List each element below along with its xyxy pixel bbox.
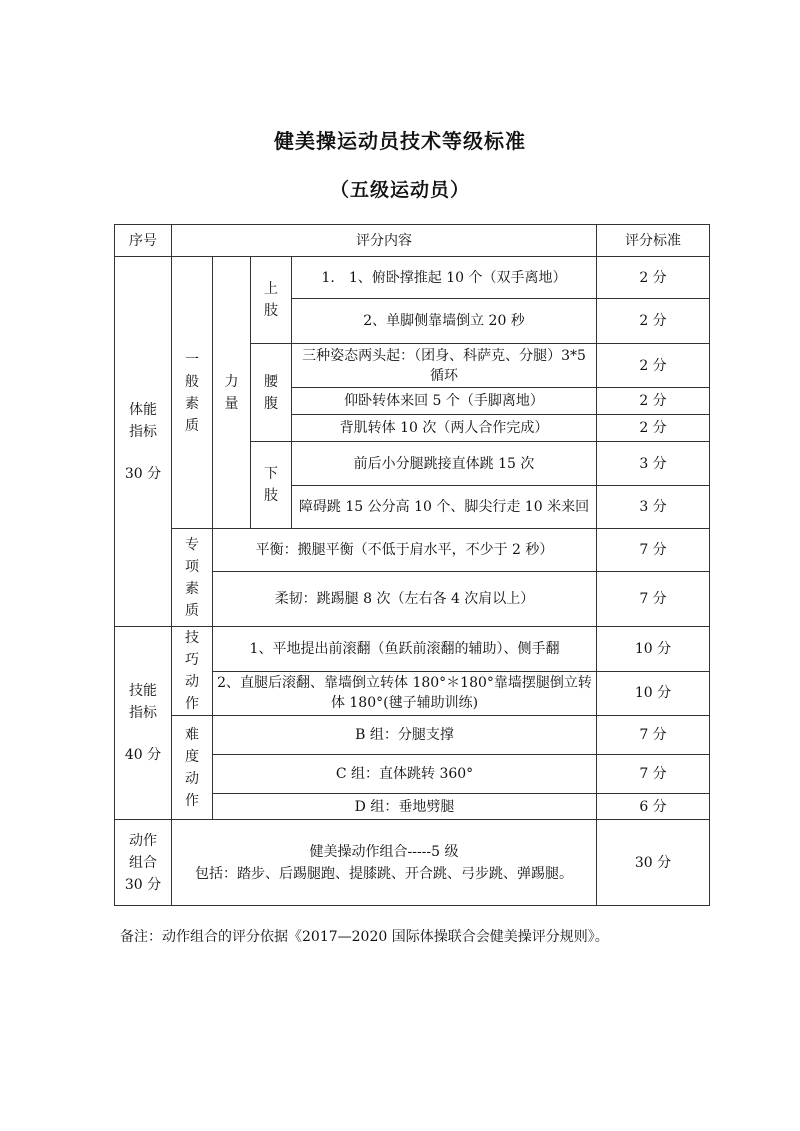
item-score: 6 分 [597, 794, 710, 820]
subcategory-general: 一般素质 [172, 257, 213, 529]
table-row [115, 529, 710, 572]
header-seq: 序号 [115, 225, 172, 257]
item-content: 柔韧：跳踢腿 8 次（左右各 4 次肩以上） [213, 572, 597, 627]
document-title: 健美操运动员技术等级标准 [274, 129, 526, 153]
combo-content: 健美操动作组合-----5 级 包括：踏步、后踢腿跑、提膝跳、开合跳、弓步跳、弹踢腿。 [172, 820, 597, 906]
item-content: C 组：直体跳转 360° [213, 755, 597, 794]
item-score: 3 分 [597, 486, 710, 529]
subcategory-special: 专项素质 [172, 529, 213, 627]
item-content: D 组：垂地劈腿 [213, 794, 597, 820]
item-content: 障碍跳 15 公分高 10 个、脚尖行走 10 米来回 [292, 486, 597, 529]
subcategory-difficulty: 难度动作 [172, 716, 213, 820]
item-content: 平衡：搬腿平衡（不低于肩水平，不少于 2 秒） [213, 529, 597, 572]
item-content: B 组：分腿支撑 [213, 716, 597, 755]
item-score: 2 分 [597, 388, 710, 415]
part-lower: 下肢 [251, 442, 292, 529]
item-score: 2 分 [597, 415, 710, 442]
standards-table [114, 224, 710, 906]
item-score: 10 分 [597, 671, 710, 716]
item-content: 2、直腿后滚翻、靠墙倒立转体 180°＊180°靠墙摆腿倒立转体 180°(毽子辅助训练) [213, 671, 597, 716]
group-strength: 力量 [213, 257, 251, 529]
item-score: 2 分 [597, 257, 710, 299]
item-content: 1. 1、俯卧撑推起 10 个（双手离地） [292, 257, 597, 299]
item-score: 7 分 [597, 755, 710, 794]
footnote: 备注：动作组合的评分依据《2017—2020 国际体操联合会健美操评分规则》。 [120, 929, 609, 945]
table-row [115, 820, 710, 906]
category-skill: 技能 指标 40 分 [115, 627, 172, 820]
item-content: 1、平地提出前滚翻（鱼跃前滚翻的辅助）、侧手翻 [213, 627, 597, 672]
item-score: 3 分 [597, 442, 710, 486]
item-content: 三种姿态两头起：（团身、科萨克、分腿）3*5 循环 [292, 344, 597, 388]
item-score: 2 分 [597, 344, 710, 388]
header-content: 评分内容 [172, 225, 597, 257]
item-score: 7 分 [597, 529, 710, 572]
item-content: 2、单脚侧靠墙倒立 20 秒 [292, 299, 597, 344]
category-physical: 体能 指标 30 分 [115, 257, 172, 627]
document-subtitle: （五级运动员） [329, 179, 470, 201]
table-row [115, 627, 710, 672]
item-content: 前后小分腿跳接直体跳 15 次 [292, 442, 597, 486]
header-standard: 评分标准 [597, 225, 710, 257]
item-score: 7 分 [597, 716, 710, 755]
header-row [115, 225, 710, 257]
item-content: 背肌转体 10 次（两人合作完成） [292, 415, 597, 442]
item-score: 30 分 [597, 820, 710, 906]
item-score: 2 分 [597, 299, 710, 344]
table-row [115, 716, 710, 755]
part-waist: 腰腹 [251, 344, 292, 442]
item-score: 7 分 [597, 572, 710, 627]
item-content: 仰卧转体来回 5 个（手脚离地） [292, 388, 597, 415]
table-row [115, 257, 710, 299]
part-upper: 上肢 [251, 257, 292, 344]
category-combo: 动作 组合 30 分 [115, 820, 172, 906]
subcategory-technique: 技巧动作 [172, 627, 213, 716]
item-score: 10 分 [597, 627, 710, 672]
